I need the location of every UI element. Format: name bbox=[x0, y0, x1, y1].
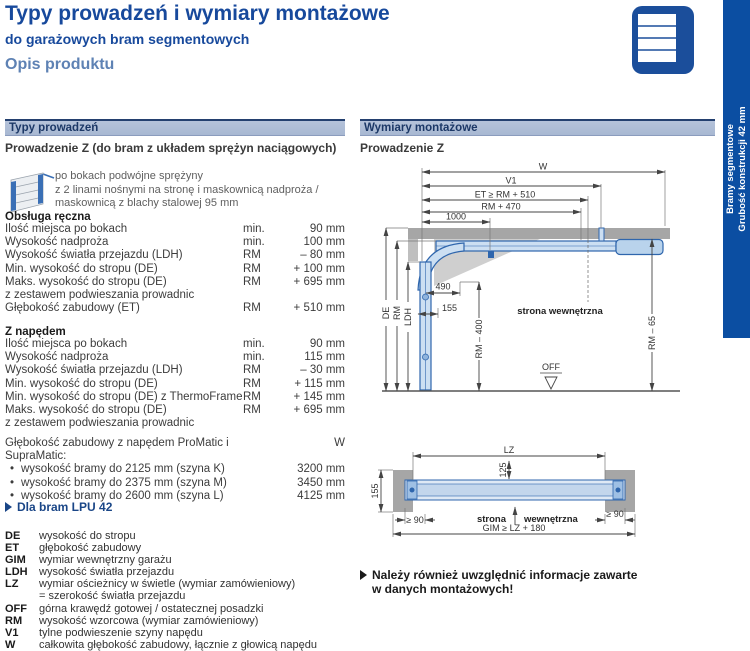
abbreviation-legend bbox=[5, 530, 346, 651]
row-value: 90 mm bbox=[309, 223, 345, 235]
track-description bbox=[55, 170, 319, 211]
legend-abbr: V1 bbox=[5, 626, 19, 639]
panel-bar-mounting-dims: Wymiary montażowe bbox=[360, 119, 715, 136]
chapter-tab-line1: Bramy segmentowe bbox=[725, 124, 736, 214]
track-desc-line3: maskownicą z blachy stalowej 95 mm bbox=[55, 197, 239, 209]
row-value: + 695 mm bbox=[293, 404, 345, 417]
row-label: Wysokość światła przejazdu (LDH) bbox=[5, 364, 183, 377]
dim-label-rm65: RM – 65 bbox=[647, 315, 657, 351]
legend-desc: tylne podwieszenie szyny napędu bbox=[39, 626, 203, 639]
bullet-icon bbox=[5, 477, 19, 490]
row-value: + 115 mm bbox=[294, 377, 345, 390]
note-line1-wrap bbox=[360, 568, 637, 582]
interior-plan-label-1: strona bbox=[476, 514, 506, 525]
depth-title: Głębokość zabudowy z napędem ProMatic i SupraMatic: bbox=[5, 437, 229, 463]
legend-row bbox=[5, 603, 346, 615]
row-label: wysokość bramy do 2125 mm (szyna K) bbox=[21, 463, 225, 476]
dim-label-rm470: RM + 470 bbox=[481, 201, 521, 212]
track-desc-line2: z 2 linami nośnymi na stronę i maskownicą nadproża / bbox=[55, 183, 319, 196]
mounting-data-note bbox=[360, 568, 637, 596]
row-value: 90 mm bbox=[309, 338, 345, 350]
row-ref: min. bbox=[243, 338, 265, 350]
legend-abbr: LDH bbox=[5, 566, 28, 579]
row-label: wysokość bramy do 2600 mm (szyna L) bbox=[21, 489, 224, 502]
note-line1: Należy również uwzględnić informacje zawarte bbox=[372, 568, 638, 582]
row-label: z zestawem podwieszania prowadnic bbox=[5, 417, 195, 430]
dim-label-155: 155 bbox=[442, 303, 458, 313]
lpu42-note bbox=[5, 500, 112, 514]
table-row bbox=[5, 364, 345, 377]
row-label: Wysokość światła przejazdu (LDH) bbox=[5, 249, 183, 262]
legend-row bbox=[5, 554, 346, 566]
row-value bbox=[283, 289, 345, 302]
row-value: 100 mm bbox=[303, 236, 345, 249]
row-value: 3450 mm bbox=[297, 476, 345, 489]
row-value: + 510 mm bbox=[293, 302, 345, 315]
legend-abbr: GIM bbox=[5, 554, 26, 567]
legend-desc-line1: wymiar ościeżnicy w świetle (wymiar zamówieniowy) bbox=[39, 578, 296, 591]
section-label: Opis produktu bbox=[5, 56, 115, 73]
dim-label-w: W bbox=[538, 162, 548, 172]
legend-row bbox=[5, 578, 346, 602]
interior-plan-label-2: wewnętrzna bbox=[524, 514, 578, 525]
row-ref: RM bbox=[243, 364, 261, 377]
table-row bbox=[5, 463, 345, 476]
row-value: 115 mm bbox=[304, 351, 345, 364]
dim-label-et: ET ≥ RM + 510 bbox=[474, 189, 536, 200]
legend-desc: wysokość wzorcowa (wymiar zamówieniowy) bbox=[39, 614, 259, 627]
row-ref bbox=[243, 417, 283, 430]
drawing-heading: Prowadzenie Z bbox=[360, 141, 445, 155]
row-value: + 145 mm bbox=[293, 390, 345, 403]
dim-label-v1: V1 bbox=[505, 175, 517, 186]
row-label: Wysokość nadproża bbox=[5, 351, 109, 364]
dim-label-lz: LZ bbox=[503, 445, 515, 455]
row-ref: min. bbox=[243, 223, 265, 235]
dim-label-490: 490 bbox=[435, 281, 451, 292]
row-value: 4125 mm bbox=[297, 489, 345, 502]
row-ref bbox=[243, 289, 283, 302]
legend-desc: wysokość światła przejazdu bbox=[39, 566, 175, 579]
chapter-tab-line2: Grubość konstrukcji 42 mm bbox=[736, 106, 748, 232]
table-row bbox=[5, 378, 345, 391]
legend-abbr: RM bbox=[5, 614, 23, 627]
panel-bar-track-types: Typy prowadzeń bbox=[5, 119, 345, 136]
row-label: Ilość miejsca po bokach bbox=[5, 223, 128, 235]
dim-label-ldh: LDH bbox=[403, 307, 413, 327]
table-row bbox=[5, 249, 345, 262]
row-value: – 80 mm bbox=[300, 249, 345, 262]
dim-label-de: DE bbox=[381, 306, 391, 320]
row-label: Wysokość nadproża bbox=[5, 236, 109, 249]
row-label: Min. wysokość do stropu (DE) z ThermoFrame bbox=[5, 390, 243, 403]
table-row bbox=[5, 223, 345, 236]
legend-row bbox=[5, 639, 346, 651]
plan-view-diagram bbox=[368, 430, 715, 550]
table-row bbox=[5, 477, 345, 490]
row-ref: min. bbox=[243, 236, 265, 249]
legend-desc: całkowita głębokość zabudowy, łącznie z głowicą napędu bbox=[39, 638, 318, 651]
table-row bbox=[5, 263, 345, 276]
dim-label-gim: GIM ≥ LZ + 180 bbox=[482, 523, 546, 533]
dim-label-90-left: ≥ 90 bbox=[406, 515, 424, 525]
legend-row bbox=[5, 627, 346, 639]
table-row bbox=[5, 404, 345, 417]
arrow-right-icon bbox=[360, 570, 367, 580]
track-z-heading: Prowadzenie Z (do bram z układem sprężyn naciągowych) bbox=[5, 141, 337, 155]
dim-label-155-plan: 155 bbox=[370, 483, 380, 499]
row-label: Głębokość zabudowy (ET) bbox=[5, 302, 140, 315]
table-row bbox=[5, 276, 345, 289]
page-title: Typy prowadzeń i wymiary montażowe bbox=[5, 2, 390, 25]
dim-label-125: 125 bbox=[498, 462, 508, 478]
note-line2: w danych montażowych! bbox=[372, 582, 514, 596]
chapter-tab bbox=[723, 0, 750, 338]
legend-abbr: OFF bbox=[5, 602, 27, 615]
row-ref: RM bbox=[243, 377, 261, 390]
powered-section-title: Z napędem bbox=[5, 326, 66, 338]
legend-row bbox=[5, 542, 346, 554]
legend-row bbox=[5, 566, 346, 578]
track-desc-line1: po bokach podwójne sprężyny bbox=[55, 170, 203, 182]
legend-desc: wysokość do stropu bbox=[39, 530, 136, 542]
row-value bbox=[283, 417, 345, 430]
manual-operation-table bbox=[5, 211, 345, 315]
depth-column-label: W bbox=[334, 437, 345, 449]
table-row bbox=[5, 338, 345, 351]
row-ref: min. bbox=[243, 351, 265, 364]
manual-section-title: Obsługa ręczna bbox=[5, 211, 91, 223]
table-row bbox=[5, 302, 345, 315]
interior-side-label: strona wewnętrzna bbox=[517, 306, 603, 317]
table-row bbox=[5, 351, 345, 364]
table-row bbox=[5, 391, 345, 404]
row-label: z zestawem podwieszania prowadnic bbox=[5, 289, 195, 302]
dim-label-90-right: ≥ 90 bbox=[606, 509, 624, 519]
row-ref: RM bbox=[243, 275, 261, 288]
floor-off-label: OFF bbox=[542, 362, 560, 372]
table-row bbox=[5, 437, 345, 463]
lpu42-note-text: Dla bram LPU 42 bbox=[17, 500, 113, 514]
legend-desc: górna krawędź gotowej / ostatecznej posadzki bbox=[39, 602, 264, 615]
legend-abbr: DE bbox=[5, 530, 21, 542]
legend-desc bbox=[39, 578, 346, 602]
row-value: – 30 mm bbox=[300, 364, 345, 377]
row-ref: RM bbox=[243, 249, 261, 262]
dim-label-1000: 1000 bbox=[445, 211, 467, 222]
chapter-tab-text bbox=[723, 0, 750, 338]
side-view-diagram bbox=[380, 162, 712, 407]
page-subtitle: do garażowych bram segmentowych bbox=[5, 31, 250, 47]
row-ref: RM bbox=[243, 302, 261, 315]
row-label: Min. wysokość do stropu (DE) bbox=[5, 377, 158, 390]
table-row bbox=[5, 417, 345, 430]
row-value: + 695 mm bbox=[293, 275, 345, 288]
legend-abbr: LZ bbox=[5, 578, 19, 591]
row-label: Maks. wysokość do stropu (DE) bbox=[5, 275, 167, 288]
legend-abbr: W bbox=[5, 638, 16, 651]
row-label: Min. wysokość do stropu (DE) bbox=[5, 262, 158, 275]
row-label: Maks. wysokość do stropu (DE) bbox=[5, 404, 167, 417]
row-value: 3200 mm bbox=[297, 463, 345, 476]
table-row bbox=[5, 289, 345, 302]
powered-operation-table bbox=[5, 326, 345, 430]
row-ref: RM bbox=[243, 262, 261, 275]
row-ref: RM bbox=[243, 404, 261, 417]
legend-row bbox=[5, 615, 346, 627]
dim-label-rm: RM bbox=[392, 306, 402, 320]
legend-desc: głębokość zabudowy bbox=[39, 542, 142, 555]
legend-desc: wymiar wewnętrzny garażu bbox=[39, 554, 172, 567]
row-ref: RM bbox=[243, 390, 261, 403]
row-label: wysokość bramy do 2375 mm (szyna M) bbox=[21, 476, 227, 489]
table-row bbox=[5, 236, 345, 249]
row-value: + 100 mm bbox=[293, 262, 345, 275]
dim-label-rm400: RM – 400 bbox=[474, 319, 484, 359]
operator-depth-table bbox=[5, 437, 345, 503]
legend-row bbox=[5, 530, 346, 542]
arrow-right-icon bbox=[5, 502, 12, 512]
row-label: Ilość miejsca po bokach bbox=[5, 338, 128, 350]
legend-desc-line2: = szerokość światła przejazdu bbox=[39, 590, 186, 603]
legend-abbr: ET bbox=[5, 542, 20, 555]
sectional-door-icon bbox=[630, 4, 696, 81]
bullet-icon bbox=[5, 463, 19, 476]
